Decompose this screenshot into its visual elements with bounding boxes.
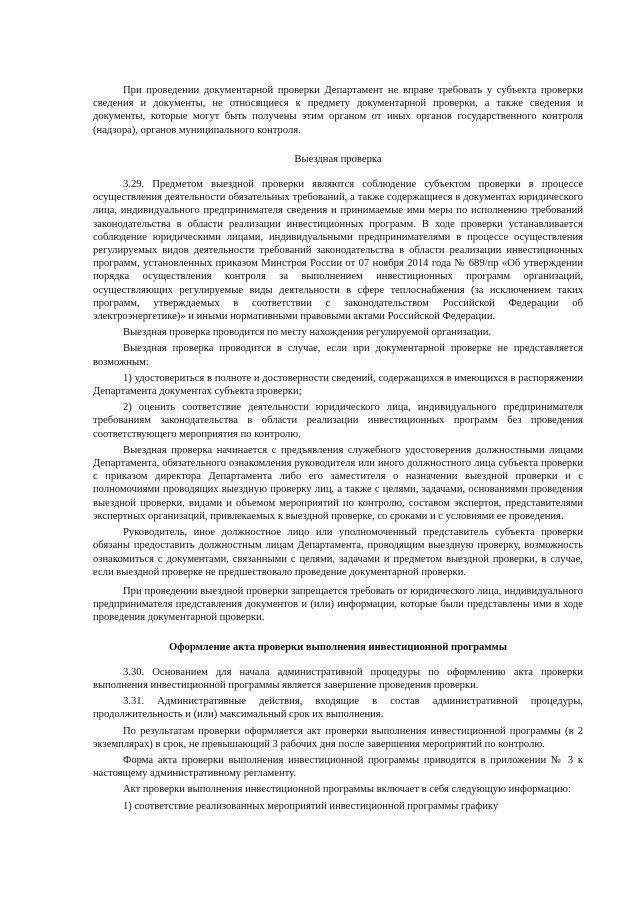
paragraph: Выездная проверка проводится по месту нахождения регулируемой организации. <box>123 327 492 339</box>
paragraph-3-31: 3.31. Административные действия, входящие в состав административной процедуры, продолжительность и (или) максимальный срок их выполнения. <box>93 696 583 721</box>
paragraph: Выездная проверка начинается с предъявления служебного удостоверения должностными лицами Департамента, обязательного ознакомления руководителя или иного должностного лица субъекта проверки с приказом директора Департамента либо его заместителя о назначении выездной проверки и с полномочиями проводящих выездную проверку лиц, а также с целями, задачами, основаниями проведения выездной проверки, видами и объемом мероприятий по контролю, составом экспертов, представителями экспертных организаций, привлекаемых к выездной проверке, со сроками и с условиями ее проведения. <box>93 444 583 522</box>
list-item: 1) удостовериться в полноте и достоверности сведений, содержащихся в имеющихся в распоряжении Департамента документах субъекта проверки; <box>93 372 583 398</box>
paragraph: Акт проверки выполнения инвестиционной программы включает в себя следующую информацию: <box>123 784 571 796</box>
paragraph: Выездная проверка проводится в случае, если при документарной проверке не представляется возможным: <box>93 343 583 368</box>
paragraph: При проведении выездной проверки запрещается требовать от юридического лица, индивидуального предпринимателя представления документов и (или) информации, которые были представлены ими в ходе проведения документарной проверки. <box>93 585 583 624</box>
section-heading-act-registration: Оформление акта проверки выполнения инвестиционной программы <box>168 641 507 653</box>
paragraph-3-29: 3.29. Предметом выездной проверки являются соблюдение субъектом проверки в процессе осуществления деятельности обязательных требований, а также содержащиеся в документах юридического лица, индивидуального предпринимателя сведения и принимаемые ими меры по исполнению требований законодательства в области реализации инвестиционных программ. В ходе проверки устанавливается соблюдение юридическими лицами, индивидуальными предпринимателями в процессе осуществления регулируемых видов деятельности требований законодательства в области реализации инвестиционных программ, установленных приказом Минстроя России от 07 ноября 2014 года № 689/пр «Об утверждении порядка осуществления контроля за выполнением инвестиционных программ организаций, осуществляющих регулируемые виды деятельности в сфере теплоснабжения (за исключением таких программ, утверждаемых в соответствии с законодательством Российской Федерации об электроэнергетике)» и иными нормативными правовыми актами Российской Федерации. <box>93 179 583 323</box>
paragraph: При проведении документарной проверки Департамент не вправе требовать у субъекта проверки сведения и документы, не относящиеся к предмету документарной проверки, а также сведения и документы, которые могут быть получены этим органом от иных органов государственного контроля (надзора), органов муниципального контроля. <box>93 85 583 136</box>
section-heading-onsite-inspection: Выездная проверка <box>294 153 382 165</box>
paragraph: По результатам проверки оформляется акт проверки выполнения инвестиционной программы (в 2 экземплярах) в срок, не превышающий 3 рабочих дня после завершения мероприятий по контролю. <box>93 725 583 750</box>
paragraph: Форма акта проверки выполнения инвестиционной программы приводится в приложении № 3 к настоящему административному регламенту. <box>93 754 583 780</box>
paragraph-3-30: 3.30. Основанием для начала административной процедуры по оформлению акта проверки выполнения инвестиционной программы является завершение проведения проверки. <box>93 666 583 691</box>
paragraph: Руководитель, иное должностное лицо или уполномоченный представитель субъекта проверки обязаны предоставить должностным лицам Департамента, проводящим выездную проверку, возможность ознакомиться с документами, связанными с целями, задачами и предметом выездной проверки, в случае, если выездной проверке не предшествовало проведение документарной проверки. <box>93 527 583 578</box>
list-item: 2) оценить соответствие деятельности юридического лица, индивидуального предпринимателя требованиям законодательства в области реализации инвестиционных программ без проведения соответствующего мероприятия по контролю. <box>93 402 583 440</box>
list-item: 1) соответствие реализованных мероприятий инвестиционной программы графику <box>123 800 499 812</box>
